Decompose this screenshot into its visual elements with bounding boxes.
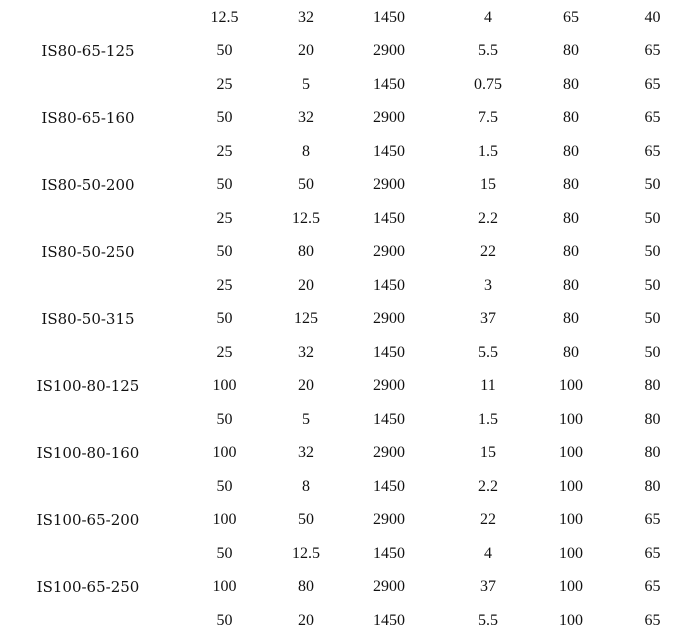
value-cell-1: 25: [216, 142, 233, 160]
table-row: [0, 169, 700, 203]
value-cell-2: 5: [302, 75, 310, 93]
value-cell-3: 1450: [373, 209, 405, 227]
value-cell-1: 100: [212, 578, 237, 596]
value-cell-2: 32: [298, 8, 314, 26]
value-cell-5: 80: [563, 75, 579, 93]
value-cell-1: 50: [216, 42, 233, 60]
table-row: [0, 403, 700, 437]
value-cell-4: 15: [480, 444, 496, 462]
value-cell-6: 50: [644, 310, 661, 328]
value-cell-2: 12.5: [292, 209, 320, 227]
pump-model-cell: [0, 269, 176, 303]
table-row: [0, 370, 700, 404]
value-cell-3: 1450: [373, 142, 405, 160]
value-cell-4: 0.75: [474, 75, 502, 93]
table-row: [0, 437, 700, 471]
value-cell-6: 50: [644, 343, 661, 361]
table-row: [0, 135, 700, 169]
value-cell-6: 50: [644, 176, 661, 194]
value-cell-3: 2900: [373, 42, 405, 60]
document-page: [0, 1, 700, 634]
pump-spec-table: [0, 1, 700, 638]
value-cell-5: 100: [559, 544, 583, 562]
value-cell-5: 100: [559, 410, 583, 428]
value-cell-4: 5.5: [478, 611, 498, 629]
pump-model-cell: IS80-65-125: [41, 42, 135, 61]
value-cell-4: 5.5: [478, 42, 498, 60]
value-cell-6: 65: [644, 109, 661, 127]
value-cell-5: 80: [563, 276, 579, 294]
pump-model-cell: [0, 1, 176, 35]
value-cell-2: 50: [298, 176, 314, 194]
value-cell-3: 1450: [373, 343, 405, 361]
pump-model-cell: IS100-80-125: [36, 377, 140, 396]
value-cell-6: 80: [644, 377, 661, 395]
value-cell-3: 1450: [373, 8, 405, 26]
value-cell-2: 80: [298, 243, 314, 261]
value-cell-3: 2900: [373, 310, 405, 328]
value-cell-6: 65: [644, 511, 661, 529]
table-row: [0, 102, 700, 136]
value-cell-4: 22: [480, 511, 496, 529]
pump-model-cell: [0, 336, 176, 370]
table-row: [0, 236, 700, 270]
value-cell-4: 15: [480, 176, 496, 194]
value-cell-3: 2900: [373, 578, 405, 596]
value-cell-6: 65: [644, 75, 661, 93]
value-cell-2: 125: [294, 310, 318, 328]
value-cell-5: 80: [563, 42, 579, 60]
value-cell-1: 25: [216, 276, 233, 294]
value-cell-1: 25: [216, 343, 233, 361]
value-cell-5: 80: [563, 243, 579, 261]
pump-spec-table-body: [0, 1, 700, 638]
value-cell-6: 65: [644, 42, 661, 60]
value-cell-5: 100: [559, 511, 583, 529]
value-cell-5: 100: [559, 611, 583, 629]
value-cell-1: 12.5: [210, 8, 239, 26]
value-cell-2: 50: [298, 511, 314, 529]
value-cell-2: 8: [302, 142, 310, 160]
value-cell-5: 80: [563, 176, 579, 194]
value-cell-2: 20: [298, 611, 314, 629]
value-cell-2: 5: [302, 410, 310, 428]
value-cell-1: 50: [216, 410, 233, 428]
pump-model-cell: [0, 537, 176, 571]
pump-model-cell: IS100-80-160: [36, 444, 140, 463]
value-cell-2: 32: [298, 109, 314, 127]
value-cell-4: 5.5: [478, 343, 498, 361]
value-cell-6: 50: [644, 209, 661, 227]
pump-model-cell: [0, 604, 176, 638]
value-cell-3: 2900: [373, 109, 405, 127]
value-cell-2: 20: [298, 276, 314, 294]
table-row: [0, 68, 700, 102]
value-cell-5: 80: [563, 142, 579, 160]
value-cell-4: 1.5: [478, 410, 498, 428]
value-cell-2: 20: [298, 42, 314, 60]
table-row: [0, 537, 700, 571]
value-cell-3: 2900: [373, 511, 405, 529]
value-cell-6: 80: [644, 444, 661, 462]
table-row: [0, 604, 700, 638]
pump-model-cell: IS80-50-315: [41, 310, 135, 329]
pump-model-cell: IS100-65-200: [36, 511, 140, 530]
value-cell-4: 2.2: [478, 209, 498, 227]
value-cell-5: 100: [559, 578, 583, 596]
value-cell-5: 100: [559, 444, 583, 462]
value-cell-1: 50: [216, 544, 233, 562]
value-cell-1: 50: [216, 611, 233, 629]
value-cell-4: 7.5: [478, 109, 498, 127]
value-cell-2: 80: [298, 578, 314, 596]
value-cell-3: 2900: [373, 377, 405, 395]
value-cell-2: 12.5: [292, 544, 320, 562]
table-row: [0, 303, 700, 337]
value-cell-5: 80: [563, 109, 579, 127]
value-cell-4: 2.2: [478, 477, 498, 495]
value-cell-4: 22: [480, 243, 496, 261]
value-cell-1: 100: [212, 511, 237, 529]
value-cell-1: 100: [212, 377, 237, 395]
table-row: [0, 35, 700, 69]
value-cell-1: 100: [212, 444, 237, 462]
value-cell-3: 1450: [373, 75, 405, 93]
pump-model-cell: IS80-50-250: [41, 243, 135, 262]
value-cell-5: 80: [563, 209, 579, 227]
value-cell-6: 65: [644, 611, 661, 629]
table-row: [0, 1, 700, 35]
value-cell-2: 20: [298, 377, 314, 395]
value-cell-6: 65: [644, 544, 661, 562]
value-cell-3: 1450: [373, 477, 405, 495]
pump-model-cell: [0, 470, 176, 504]
value-cell-4: 37: [480, 310, 496, 328]
value-cell-1: 50: [216, 109, 233, 127]
value-cell-2: 32: [298, 444, 314, 462]
pump-model-cell: IS80-50-200: [41, 176, 135, 195]
value-cell-1: 25: [216, 209, 233, 227]
value-cell-1: 50: [216, 477, 233, 495]
table-row: [0, 202, 700, 236]
table-row: [0, 571, 700, 605]
pump-model-cell: [0, 202, 176, 236]
value-cell-3: 1450: [373, 544, 405, 562]
pump-model-cell: IS100-65-250: [36, 578, 140, 597]
value-cell-6: 50: [644, 276, 661, 294]
pump-model-cell: [0, 135, 176, 169]
value-cell-6: 50: [644, 243, 661, 261]
value-cell-4: 37: [480, 578, 496, 596]
value-cell-5: 65: [563, 8, 579, 26]
value-cell-1: 25: [216, 75, 233, 93]
value-cell-2: 32: [298, 343, 314, 361]
value-cell-6: 80: [644, 477, 661, 495]
value-cell-3: 2900: [373, 444, 405, 462]
table-row: [0, 336, 700, 370]
value-cell-6: 40: [644, 8, 661, 26]
value-cell-4: 4: [484, 8, 492, 26]
value-cell-1: 50: [216, 310, 233, 328]
value-cell-1: 50: [216, 243, 233, 261]
value-cell-3: 1450: [373, 276, 405, 294]
value-cell-4: 3: [484, 276, 492, 294]
value-cell-4: 1.5: [478, 142, 498, 160]
value-cell-6: 80: [644, 410, 661, 428]
table-row: [0, 504, 700, 538]
value-cell-6: 65: [644, 578, 661, 596]
table-row: [0, 470, 700, 504]
value-cell-4: 11: [480, 377, 496, 395]
value-cell-5: 80: [563, 310, 579, 328]
value-cell-5: 80: [563, 343, 579, 361]
value-cell-1: 50: [216, 176, 233, 194]
pump-model-cell: [0, 68, 176, 102]
value-cell-3: 2900: [373, 243, 405, 261]
value-cell-3: 2900: [373, 176, 405, 194]
value-cell-3: 1450: [373, 611, 405, 629]
value-cell-3: 1450: [373, 410, 405, 428]
value-cell-5: 100: [559, 377, 583, 395]
value-cell-6: 65: [644, 142, 661, 160]
pump-model-cell: [0, 403, 176, 437]
table-row: [0, 269, 700, 303]
value-cell-4: 4: [484, 544, 492, 562]
value-cell-2: 8: [302, 477, 310, 495]
value-cell-5: 100: [559, 477, 583, 495]
pump-model-cell: IS80-65-160: [41, 109, 135, 128]
